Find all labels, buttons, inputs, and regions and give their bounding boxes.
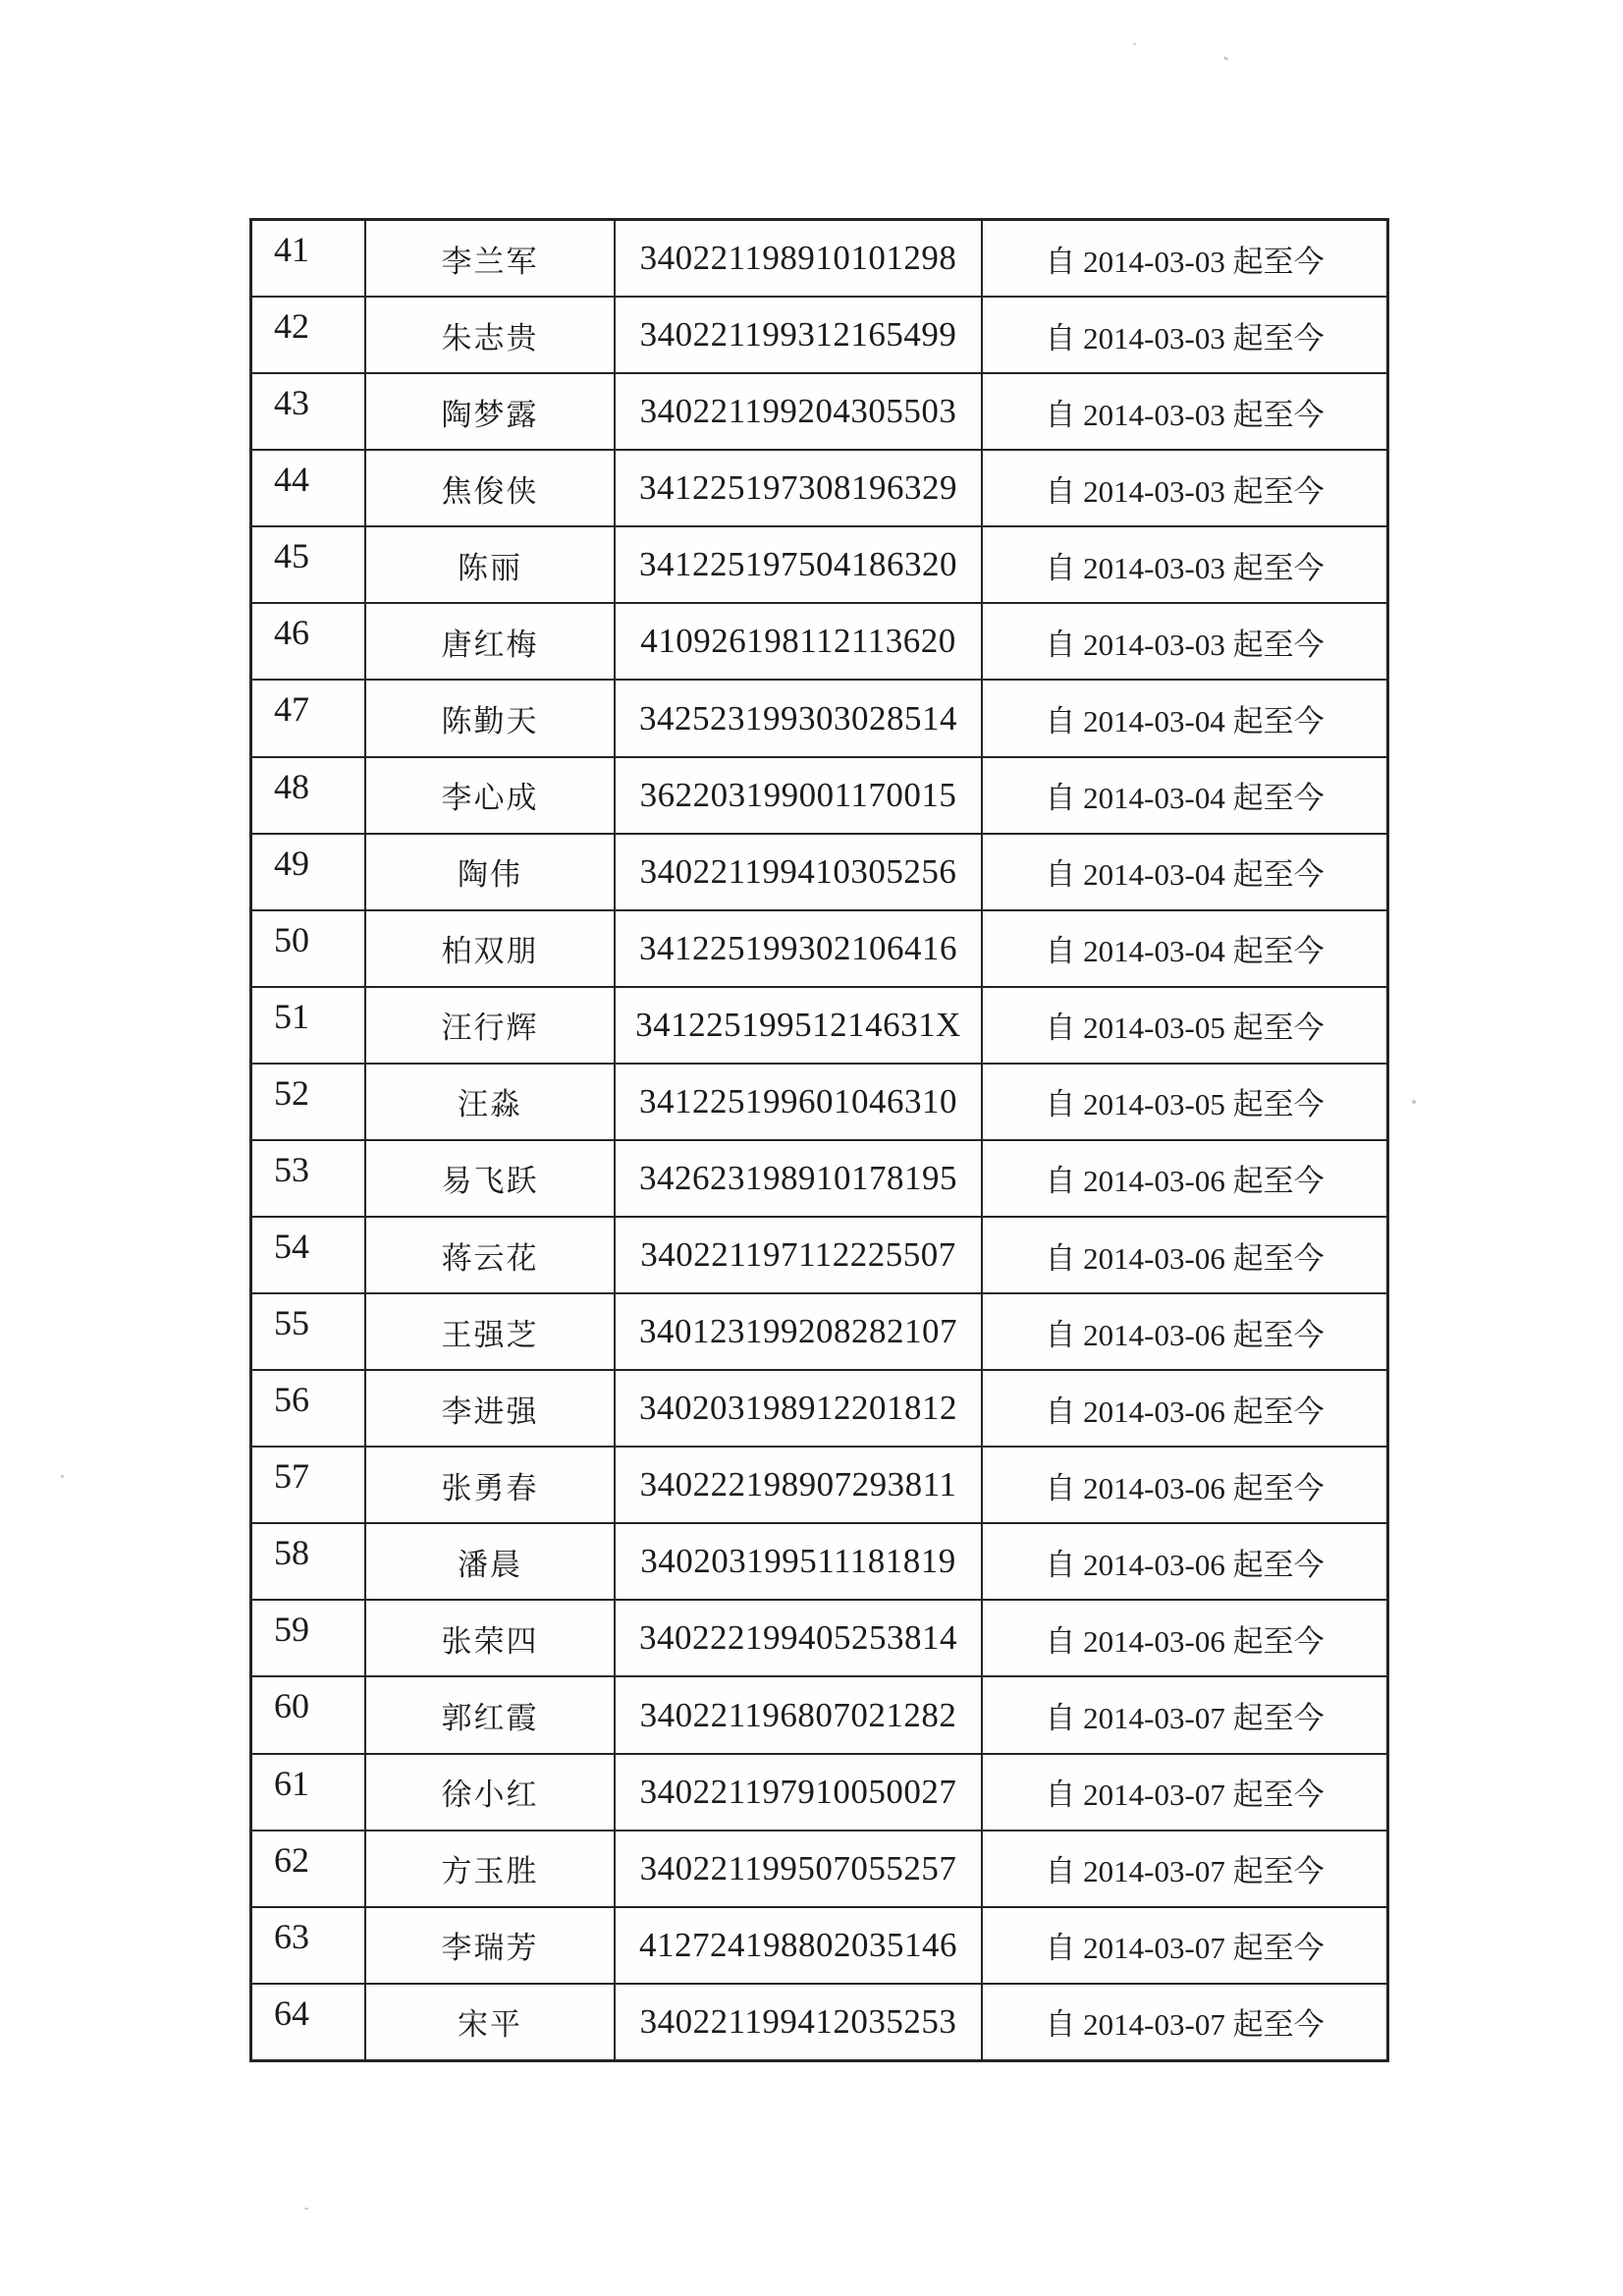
- row-number-cell: 53: [252, 1141, 366, 1216]
- id-number-cell: 341225199302106416: [616, 911, 983, 986]
- validity-period-cell: 自 2014-03-04 起至今: [1045, 857, 1325, 893]
- row-number-cell: 49: [252, 835, 366, 909]
- validity-period-cell: 自 2014-03-03 起至今: [1045, 627, 1325, 662]
- id-number-cell: 340221199410305256: [616, 835, 983, 909]
- scan-speck: [1223, 56, 1229, 61]
- person-name-cell: 张勇春: [366, 1448, 616, 1522]
- scan-speck: [1133, 43, 1136, 45]
- table-row: [252, 1294, 1386, 1371]
- row-number-cell: 47: [252, 681, 366, 755]
- id-number-cell: 362203199001170015: [616, 758, 983, 833]
- row-number-cell: 41: [252, 221, 366, 296]
- row-number-cell: 62: [252, 1831, 366, 1906]
- person-name-cell: 汪淼: [366, 1065, 616, 1139]
- id-number-cell: 410926198112113620: [616, 604, 983, 679]
- person-name-cell: 李兰军: [366, 221, 616, 296]
- person-name-cell: 朱志贵: [366, 298, 616, 372]
- table-row: [252, 1218, 1386, 1294]
- person-name-cell: 徐小红: [366, 1755, 616, 1830]
- id-number-cell: 340221197112225507: [616, 1218, 983, 1292]
- table-row: [252, 681, 1386, 757]
- person-name-cell: 陶梦露: [366, 374, 616, 449]
- row-number-cell: 57: [252, 1448, 366, 1522]
- person-name-cell: 王强芝: [366, 1294, 616, 1369]
- validity-period-cell: 自 2014-03-03 起至今: [1045, 320, 1325, 355]
- validity-period-cell: 自 2014-03-07 起至今: [1045, 1931, 1325, 1966]
- validity-period-cell: 自 2014-03-03 起至今: [1045, 473, 1325, 509]
- validity-period-cell: 自 2014-03-06 起至今: [1045, 1164, 1325, 1199]
- row-number-cell: 46: [252, 604, 366, 679]
- row-number-cell: 56: [252, 1371, 366, 1446]
- validity-period-cell: 自 2014-03-07 起至今: [1045, 1777, 1325, 1813]
- id-number-cell: 340203198912201812: [616, 1371, 983, 1446]
- row-number-cell: 44: [252, 451, 366, 525]
- id-number-cell: 342523199303028514: [616, 681, 983, 755]
- person-name-cell: 郭红霞: [366, 1677, 616, 1752]
- row-number-cell: 60: [252, 1677, 366, 1752]
- validity-period-cell: 自 2014-03-04 起至今: [1045, 781, 1325, 816]
- row-number-cell: 51: [252, 988, 366, 1063]
- validity-period-cell: 自 2014-03-04 起至今: [1045, 704, 1325, 738]
- validity-period-cell: 自 2014-03-07 起至今: [1045, 1854, 1325, 1889]
- row-number-cell: 55: [252, 1294, 366, 1369]
- table-row: [252, 1141, 1386, 1218]
- id-number-cell: 412724198802035146: [616, 1908, 983, 1983]
- table-row: [252, 1601, 1386, 1677]
- validity-period-cell: 自 2014-03-04 起至今: [1045, 934, 1325, 969]
- row-number-cell: 54: [252, 1218, 366, 1292]
- validity-period-cell: 自 2014-03-07 起至今: [1045, 1701, 1325, 1736]
- scan-speck: [1412, 1100, 1416, 1104]
- person-name-cell: 潘晨: [366, 1524, 616, 1599]
- table-row: [252, 1065, 1386, 1141]
- row-number-cell: 48: [252, 758, 366, 833]
- row-number-cell: 42: [252, 298, 366, 372]
- table-row: [252, 298, 1386, 374]
- row-number-cell: 50: [252, 911, 366, 986]
- id-number-cell: 341225197504186320: [616, 527, 983, 602]
- row-number-cell: 61: [252, 1755, 366, 1830]
- row-number-cell: 45: [252, 527, 366, 602]
- person-name-cell: 柏双朋: [366, 911, 616, 986]
- table-row: [252, 1677, 1386, 1754]
- person-name-cell: 李心成: [366, 758, 616, 833]
- validity-period-cell: 自 2014-03-03 起至今: [1045, 550, 1325, 585]
- person-name-cell: 蒋云花: [366, 1218, 616, 1292]
- table-row: [252, 221, 1386, 298]
- id-number-cell: 340221199312165499: [616, 298, 983, 372]
- row-number-cell: 59: [252, 1601, 366, 1675]
- validity-period-cell: 自 2014-03-06 起至今: [1045, 1470, 1325, 1505]
- table-row: [252, 451, 1386, 527]
- id-number-cell: 340221198910101298: [616, 221, 983, 296]
- id-number-cell: 340221199204305503: [616, 374, 983, 449]
- person-name-cell: 焦俊侠: [366, 451, 616, 525]
- id-number-cell: 340221197910050027: [616, 1755, 983, 1830]
- id-number-cell: 340221199507055257: [616, 1831, 983, 1906]
- validity-period-cell: 自 2014-03-06 起至今: [1045, 1317, 1325, 1352]
- table-row: [252, 1985, 1386, 2059]
- validity-period-cell: 自 2014-03-06 起至今: [1045, 1240, 1325, 1276]
- row-number-cell: 52: [252, 1065, 366, 1139]
- id-number-cell: 342623198910178195: [616, 1141, 983, 1216]
- table-row: [252, 835, 1386, 911]
- table-row: [252, 988, 1386, 1065]
- validity-period-cell: 自 2014-03-05 起至今: [1045, 1087, 1325, 1122]
- table-row: [252, 1371, 1386, 1448]
- person-name-cell: 陶伟: [366, 835, 616, 909]
- person-name-cell: 汪行辉: [366, 988, 616, 1063]
- row-number-cell: 43: [252, 374, 366, 449]
- roster-table: [249, 218, 1389, 2062]
- id-number-cell: 340222198907293811: [616, 1448, 983, 1522]
- id-number-cell: 340222199405253814: [616, 1601, 983, 1675]
- table-row: [252, 1448, 1386, 1524]
- table-row: [252, 1524, 1386, 1601]
- id-number-cell: 341225197308196329: [616, 451, 983, 525]
- table-row: [252, 758, 1386, 835]
- person-name-cell: 宋平: [366, 1985, 616, 2059]
- scan-speck: [304, 2208, 308, 2210]
- scan-speck: [61, 1475, 64, 1478]
- validity-period-cell: 自 2014-03-07 起至今: [1045, 2007, 1325, 2043]
- validity-period-cell: 自 2014-03-06 起至今: [1045, 1623, 1325, 1659]
- person-name-cell: 李瑞芳: [366, 1908, 616, 1983]
- table-row: [252, 1831, 1386, 1908]
- person-name-cell: 李进强: [366, 1371, 616, 1446]
- table-row: [252, 911, 1386, 988]
- table-row: [252, 527, 1386, 604]
- table-row: [252, 604, 1386, 681]
- person-name-cell: 张荣四: [366, 1601, 616, 1675]
- person-name-cell: 方玉胜: [366, 1831, 616, 1906]
- person-name-cell: 易飞跃: [366, 1141, 616, 1216]
- id-number-cell: 340123199208282107: [616, 1294, 983, 1369]
- validity-period-cell: 自 2014-03-03 起至今: [1045, 244, 1325, 279]
- person-name-cell: 陈丽: [366, 527, 616, 602]
- row-number-cell: 63: [252, 1908, 366, 1983]
- validity-period-cell: 自 2014-03-06 起至今: [1045, 1394, 1325, 1429]
- validity-period-cell: 自 2014-03-03 起至今: [1045, 397, 1325, 432]
- row-number-cell: 64: [252, 1985, 366, 2059]
- person-name-cell: 唐红梅: [366, 604, 616, 679]
- id-number-cell: 340221199412035253: [616, 1985, 983, 2059]
- table-row: [252, 374, 1386, 451]
- validity-period-cell: 自 2014-03-05 起至今: [1045, 1011, 1325, 1046]
- id-number-cell: 34122519951214631X: [616, 988, 983, 1063]
- table-row: [252, 1755, 1386, 1831]
- row-number-cell: 58: [252, 1524, 366, 1599]
- id-number-cell: 340203199511181819: [616, 1524, 983, 1599]
- validity-period-cell: 自 2014-03-06 起至今: [1045, 1547, 1325, 1582]
- id-number-cell: 340221196807021282: [616, 1677, 983, 1752]
- person-name-cell: 陈勤天: [366, 681, 616, 755]
- id-number-cell: 341225199601046310: [616, 1065, 983, 1139]
- table-row: [252, 1908, 1386, 1985]
